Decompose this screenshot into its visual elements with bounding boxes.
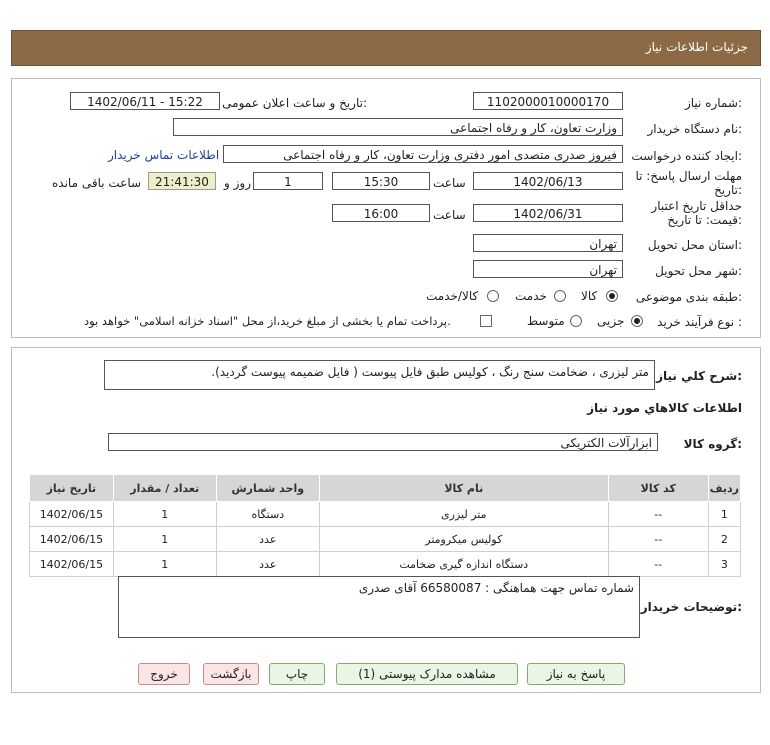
buyer-org-label: نام دستگاه خریدار: [647,122,742,136]
reply-deadline-date-field: 1402/06/13 [473,172,623,190]
city-field: تهران [473,260,623,278]
purchase-type-option-minor: جزیی [597,314,625,328]
remaining-time-label: ساعت باقی مانده [52,176,142,190]
col-goods-name: نام کالا [319,475,608,502]
cell-quantity: 1 [113,552,216,577]
goods-group-field: ابزارآلات الکتریکی [108,433,658,451]
price-validity-time-label: ساعت [433,208,466,222]
cell-goods-name: کولیس میکرومتر [319,527,608,552]
col-quantity: تعداد / مقدار [113,475,216,502]
cell-unit: دستگاه [216,502,319,527]
city-label: شهر محل تحویل: [655,264,742,278]
cell-row-number: 2 [708,527,740,552]
summary-label: شرح کلي نياز: [656,369,742,383]
buyer-org-field: وزارت تعاون، کار و رفاه اجتماعی [173,118,623,136]
back-button[interactable]: بازگشت [203,663,259,685]
cell-unit: عدد [216,527,319,552]
reply-deadline-time-label: ساعت [433,176,466,190]
category-option-goods: کالا [581,289,598,303]
col-goods-code: کد کالا [608,475,708,502]
summary-field: متر لیزری ، ضخامت سنج رنگ ، کولیس طبق فایل پیوست ( فایل ضمیمه پیوست گردید). [104,360,655,390]
treasury-checkbox[interactable] [480,315,492,327]
requester-field: فیروز صدری متصدی امور دفتری وزارت تعاون، کار و رفاه اجتماعی [223,145,623,163]
col-row-number: ردیف [708,475,740,502]
price-validity-date-field: 1402/06/31 [473,204,623,222]
category-radio-goods[interactable] [606,290,618,302]
buyer-contact-link[interactable]: اطلاعات تماس خریدار [108,148,220,162]
days-label: روز و [224,176,251,190]
cell-goods-code: -- [608,502,708,527]
reply-deadline-days-field: 1 [253,172,323,190]
buyer-notes-label: توضیحات خریدار: [640,600,742,614]
col-unit: واحد شمارش [216,475,319,502]
reply-deadline-time-field: 15:30 [332,172,430,190]
remaining-time-field: 21:41:30 [148,172,216,190]
cell-quantity: 1 [113,527,216,552]
exit-button[interactable]: خروج [138,663,190,685]
table-row [30,552,741,577]
price-validity-label: حداقل تاریخ اعتبار قیمت: تا تاریخ: [651,199,742,227]
buyer-notes-field: شماره تماس جهت هماهنگی : 66580087 آقای صدری [118,576,640,638]
purchase-type-radio-minor[interactable] [631,315,643,327]
requester-label: ایجاد کننده درخواست: [631,149,742,163]
need-number-field: 1102000010000170 [473,92,623,110]
category-radio-goods-service[interactable] [487,290,499,302]
cell-goods-name: متر لیزری [319,502,608,527]
print-button[interactable]: چاپ [269,663,325,685]
cell-need-date: 1402/06/15 [30,527,114,552]
page-title: جزئیات اطلاعات نیاز [645,40,748,54]
cell-goods-name: دستگاه اندازه گیری ضخامت [319,552,608,577]
category-option-service: خدمت [515,289,547,303]
table-row [30,527,741,552]
attachments-button[interactable]: مشاهده مدارک پیوستی (1) [336,663,518,685]
province-label: استان محل تحویل: [647,238,742,252]
purchase-type-radio-medium[interactable] [570,315,582,327]
page-header [11,30,761,66]
goods-info-title: اطلاعات کالاهاي مورد نياز [587,401,742,415]
purchase-type-option-medium: متوسط [527,314,565,328]
province-field: تهران [473,234,623,252]
category-radio-service[interactable] [554,290,566,302]
category-option-goods-service: کالا/خدمت [426,289,479,303]
cell-need-date: 1402/06/15 [30,552,114,577]
cell-goods-code: -- [608,552,708,577]
cell-need-date: 1402/06/15 [30,502,114,527]
cell-unit: عدد [216,552,319,577]
cell-goods-code: -- [608,527,708,552]
goods-table [29,474,741,577]
cell-row-number: 3 [708,552,740,577]
reply-button[interactable]: پاسخ به نیاز [527,663,625,685]
table-row [30,502,741,527]
cell-quantity: 1 [113,502,216,527]
need-number-label: شماره نیاز: [684,96,742,110]
announce-datetime-label: تاریخ و ساعت اعلان عمومی: [222,96,367,110]
announce-datetime-field: 1402/06/11 - 15:22 [70,92,220,110]
price-validity-time-field: 16:00 [332,204,430,222]
category-label: طبقه بندی موضوعی: [635,290,742,304]
col-need-date: تاریخ نیاز [30,475,114,502]
treasury-note: پرداخت تمام یا بخشی از مبلغ خرید،از محل "اسناد خزانه اسلامی" خواهد بود. [84,314,451,328]
purchase-type-label: نوع فرآیند خرید : [657,315,742,329]
goods-group-label: گروه کالا: [683,437,742,451]
table-header-row [30,475,741,502]
reply-deadline-label: مهلت ارسال پاسخ: تا تاریخ: [635,169,742,197]
cell-row-number: 1 [708,502,740,527]
